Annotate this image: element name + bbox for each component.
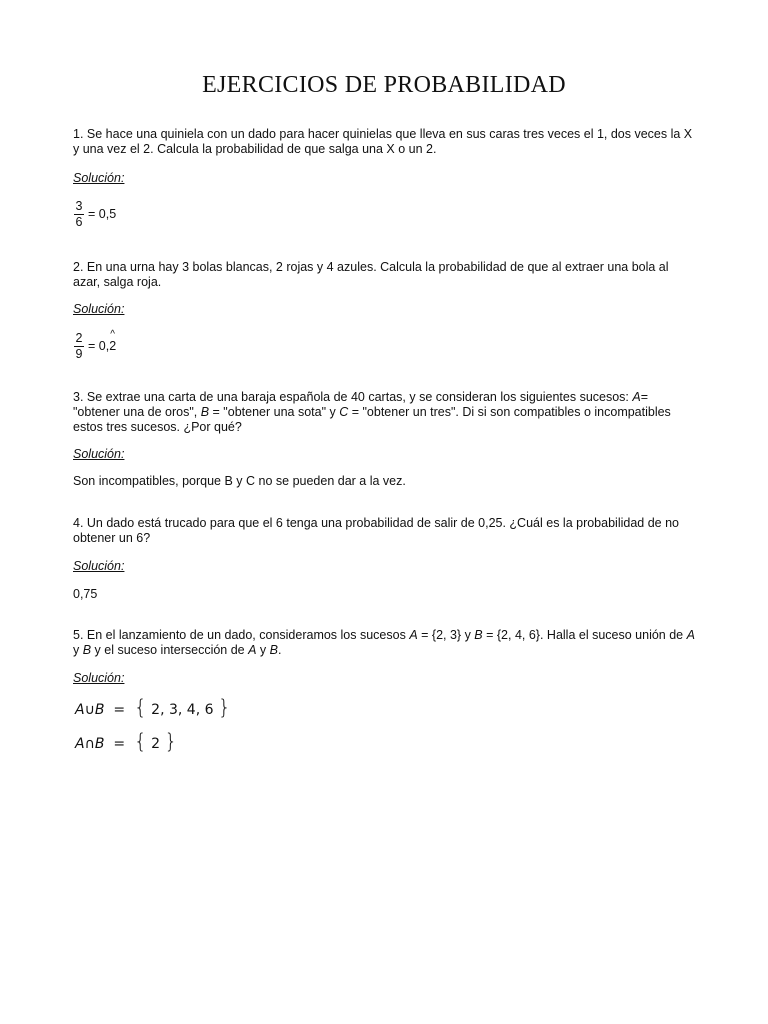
fraction-numerator: 3 bbox=[75, 199, 83, 213]
text-run: . bbox=[278, 643, 282, 657]
event-b: B bbox=[200, 405, 210, 419]
event-b: B bbox=[474, 628, 483, 642]
set-a: A bbox=[75, 702, 85, 718]
close-brace: } bbox=[164, 729, 178, 753]
result-prefix: = 0, bbox=[88, 339, 110, 353]
exercise-4-answer: 0,75 bbox=[73, 587, 98, 601]
fraction-numerator: 2 bbox=[75, 331, 83, 345]
fraction bbox=[74, 200, 84, 229]
fraction-result bbox=[88, 339, 116, 354]
event-b: B bbox=[82, 643, 92, 657]
set-b: B bbox=[94, 702, 105, 718]
event-a: A bbox=[686, 628, 695, 642]
exercise-4-question: 4. Un dado está trucado para que el 6 tenga una probabilidad de salir de 0,25. ¿Cuál es la probabilidad de no obtener un 6? bbox=[73, 516, 679, 545]
exercise-5-solution-label: Solución: bbox=[73, 671, 125, 685]
union-formula bbox=[75, 697, 231, 720]
equals-sign: = bbox=[113, 702, 126, 718]
intersection-formula bbox=[75, 731, 177, 754]
event-a: A bbox=[632, 390, 641, 404]
page-title: EJERCICIOS DE PROBABILIDAD bbox=[202, 72, 566, 98]
text-run: y bbox=[73, 643, 83, 657]
event-b: B bbox=[269, 643, 278, 657]
text-run: = "obtener una sota" y bbox=[209, 405, 340, 419]
fraction-result: = 0,5 bbox=[88, 207, 117, 221]
equals-sign: = bbox=[113, 736, 126, 752]
union-symbol: ∪ bbox=[84, 702, 95, 718]
exercise-1-solution-label: Solución: bbox=[73, 171, 125, 185]
fraction bbox=[74, 332, 84, 361]
exercise-2-question: 2. En una urna hay 3 bolas blancas, 2 rojas y 4 azules. Calcula la probabilidad de que al extraer una bola al azar, salga roja. bbox=[73, 260, 669, 289]
open-brace: { bbox=[133, 729, 147, 753]
set-b: B bbox=[94, 736, 105, 752]
text-run: = {2, 3} y bbox=[417, 628, 475, 642]
exercise-3-solution-label: Solución: bbox=[73, 447, 125, 461]
exercise-3-answer: Son incompatibles, porque B y C no se pueden dar a la vez. bbox=[73, 474, 406, 488]
intersection-symbol: ∩ bbox=[84, 736, 95, 752]
event-c: C bbox=[339, 405, 349, 419]
text-run: = {2, 4, 6}. Halla el suceso unión de bbox=[482, 628, 687, 642]
text-run: = "obtener un tres". Di si son compatibles o incompatibles estos tres sucesos. ¿Por qué? bbox=[73, 405, 671, 434]
exercise-4-solution-label: Solución: bbox=[73, 559, 125, 573]
close-brace: } bbox=[217, 695, 231, 719]
fraction-denominator: 6 bbox=[75, 215, 83, 229]
fraction-denominator: 9 bbox=[75, 347, 83, 361]
exercise-1-answer bbox=[74, 200, 116, 229]
union-values: 2, 3, 4, 6 bbox=[151, 702, 214, 718]
text-run: 3. Se extrae una carta de una baraja española de 40 cartas, y se consideran los siguientes sucesos: bbox=[73, 390, 633, 404]
exercise-3-question bbox=[73, 390, 698, 435]
text-run: 5. En el lanzamiento de un dado, consideramos los sucesos bbox=[73, 628, 410, 642]
exercise-2-answer bbox=[74, 332, 116, 361]
set-a: A bbox=[75, 736, 85, 752]
text-run: y el suceso intersección de bbox=[91, 643, 249, 657]
event-a: A bbox=[409, 628, 418, 642]
repeating-digit: ^ 2 bbox=[109, 339, 116, 354]
text-run: y bbox=[256, 643, 270, 657]
exercise-5-question bbox=[73, 628, 698, 658]
exercise-2-solution-label: Solución: bbox=[73, 302, 125, 316]
intersection-values: 2 bbox=[151, 736, 161, 752]
open-brace: { bbox=[133, 695, 147, 719]
exercise-1-question: 1. Se hace una quiniela con un dado para hacer quinielas que lleva en sus caras tres veces el 1, dos veces la X y una vez el 2. Calcula la probabilidad de que salga una X o un 2. bbox=[73, 127, 693, 156]
text-run: = "obtener una de oros", bbox=[73, 390, 649, 419]
event-a: A bbox=[248, 643, 257, 657]
